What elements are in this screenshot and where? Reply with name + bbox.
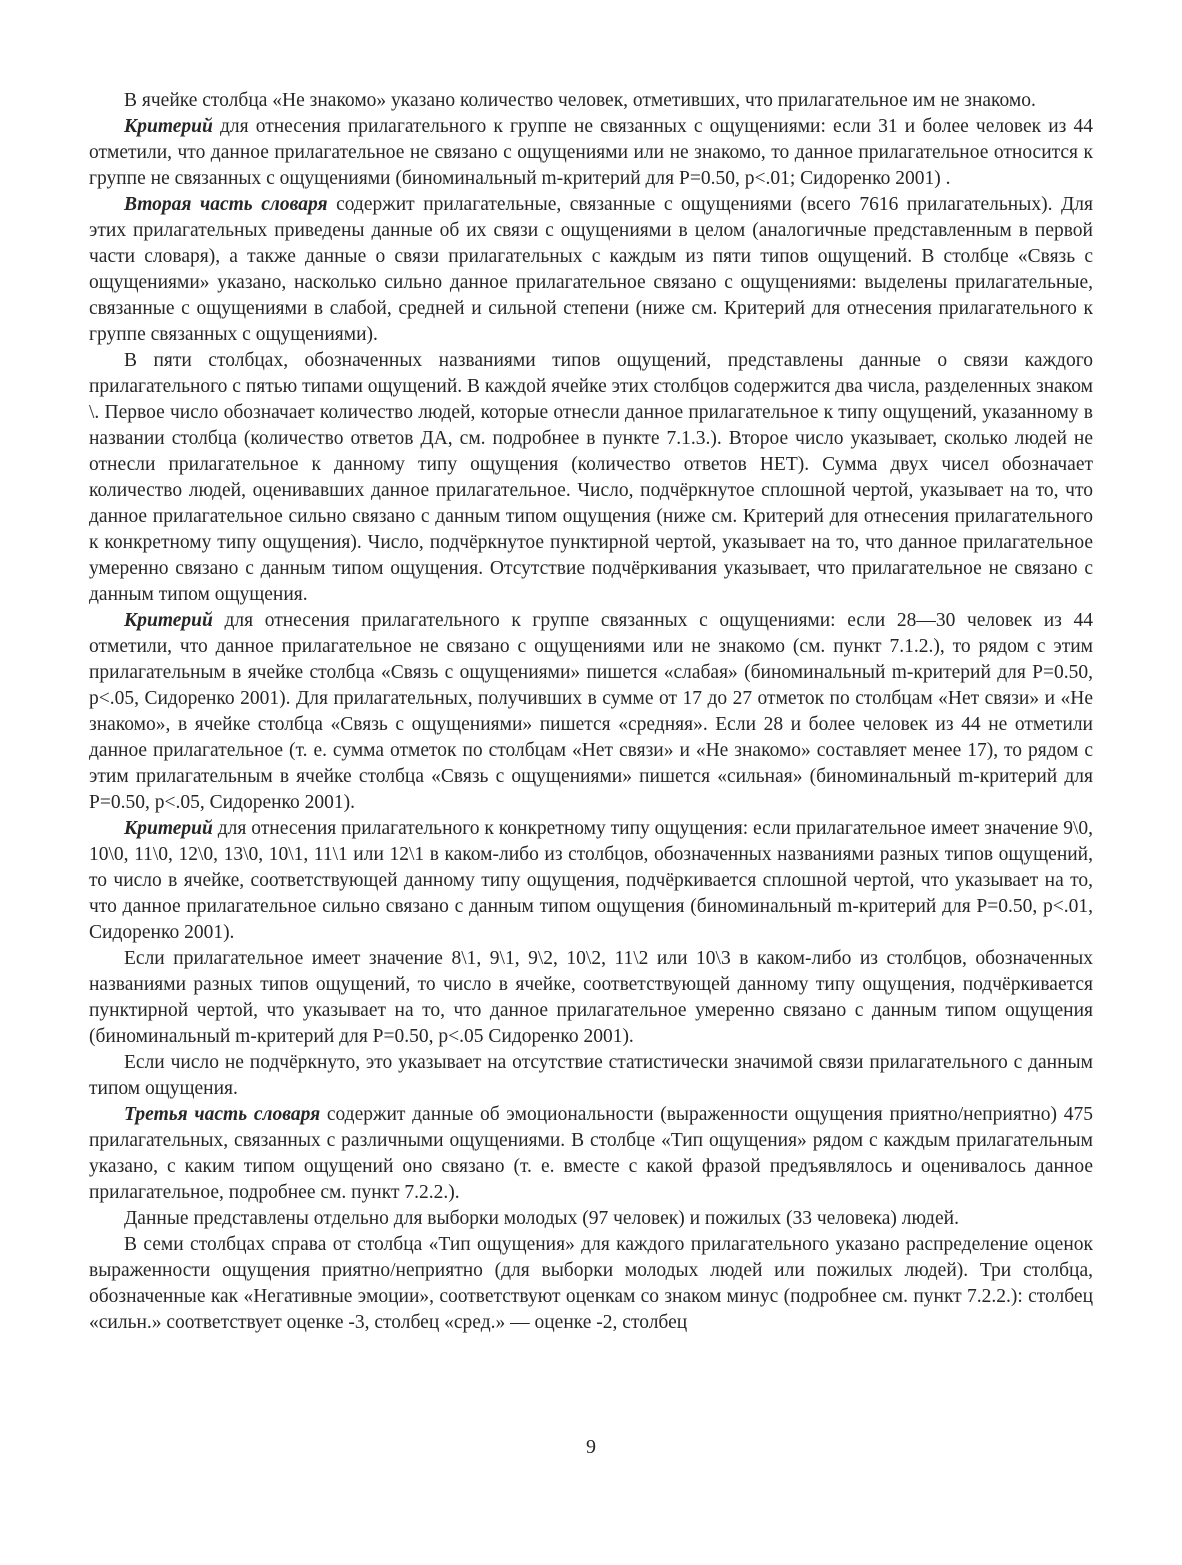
paragraph-8-text: Если число не подчёркнуто, это указывает на отсутствие статистически значимой связи прилагательного с данным типом ощущения. — [89, 1052, 1093, 1099]
paragraph-9-lead: Третья часть словаря — [124, 1104, 321, 1125]
page-body — [89, 88, 1093, 1336]
paragraph-11 — [89, 1232, 1093, 1336]
paragraph-6-lead: Критерий — [124, 818, 213, 839]
paragraph-9 — [89, 1102, 1093, 1206]
paragraph-2-lead: Критерий — [124, 116, 213, 137]
paragraph-10 — [89, 1206, 1093, 1232]
paragraph-8 — [89, 1050, 1093, 1102]
paragraph-2-text: для отнесения прилагательного к группе не связанных с ощущениями: если 31 и более человек из 44 отметили, что данное прилагательное не связано с ощущениями или не знакомо, то данное прилагательное относится к группе не связанных с ощущениями (биноминальный m-критерий для P=0.50, p<.01; Сидоренко 2001) . — [89, 116, 1093, 189]
paragraph-7-text: Если прилагательное имеет значение 8\1, 9\1, 9\2, 10\2, 11\2 или 10\3 в каком-либо из столбцов, обозначенных названиями разных типов ощущений, то число в ячейке, соответствующей данному типу ощущения, подчёркивается пунктирной чертой, что указывает на то, что данное прилагательное умеренно связано с данным типом ощущения (биноминальный m-критерий для P=0.50, p<.05 Сидоренко 2001). — [89, 948, 1093, 1047]
paragraph-7 — [89, 946, 1093, 1050]
paragraph-5 — [89, 608, 1093, 816]
paragraph-1-text: В ячейке столбца «Не знакомо» указано количество человек, отметивших, что прилагательное им не знакомо. — [124, 90, 1036, 111]
paragraph-2 — [89, 114, 1093, 192]
paragraph-4 — [89, 348, 1093, 608]
paragraph-10-text: Данные представлены отдельно для выборки молодых (97 человек) и пожилых (33 человека) людей. — [124, 1208, 959, 1229]
paragraph-6 — [89, 816, 1093, 946]
paragraph-11-text: В семи столбцах справа от столбца «Тип ощущения» для каждого прилагательного указано распределение оценок выраженности ощущения приятно/неприятно (для выборки молодых людей или пожилых людей). Три столбца, обозначенные как «Негативные эмоции», соответствуют оценкам со знаком минус (подробнее см. пункт 7.2.2.): столбец «сильн.» соответствует оценке -3, столбец «сред.» — оценке -2, столбец — [89, 1234, 1093, 1333]
paragraph-3 — [89, 192, 1093, 348]
page-number: 9 — [586, 1436, 596, 1458]
paragraph-6-text: для отнесения прилагательного к конкретному типу ощущения: если прилагательное имеет значение 9\0, 10\0, 11\0, 12\0, 13\0, 10\1, 11\1 или 12\1 в каком-либо из столбцов, обозначенных названиями разных типов ощущений, то число в ячейке, соответствующей данному типу ощущения, подчёркивается сплошной чертой, что указывает на то, что данное прилагательное сильно связано с данным типом ощущения (биноминальный m-критерий для P=0.50, p<.01, Сидоренко 2001). — [89, 818, 1093, 943]
paragraph-4-text: В пяти столбцах, обозначенных названиями типов ощущений, представлены данные о связи каждого прилагательного с пятью типами ощущений. В каждой ячейке этих столбцов содержится два числа, разделенных знаком \. Первое число обозначает количество людей, которые отнесли данное прилагательное к типу ощущений, указанному в названии столбца (количество ответов ДА, см. подробнее в пункте 7.1.3.). Второе число указывает, сколько людей не отнесли прилагательное к данному типу ощущения (количество ответов НЕТ). Сумма двух чисел обозначает количество людей, оценивавших данное прилагательное. Число, подчёркнутое сплошной чертой, указывает на то, что данное прилагательное сильно связано с данным типом ощущения (ниже см. Критерий для отнесения прилагательного к конкретному типу ощущения). Число, подчёркнутое пунктирной чертой, указывает на то, что данное прилагательное умеренно связано с данным типом ощущения. Отсутствие подчёркивания указывает, что прилагательное не связано с данным типом ощущения. — [89, 350, 1093, 605]
paragraph-3-lead: Вторая часть словаря — [124, 194, 328, 215]
paragraph-5-text: для отнесения прилагательного к группе связанных с ощущениями: если 28—30 человек из 44 отметили, что данное прилагательное не связано с ощущениями или не знакомо (см. пункт 7.1.2.), то рядом с этим прилагательным в ячейке столбца «Связь с ощущениями» пишется «слабая» (биноминальный m-критерий для P=0.50, p<.05, Сидоренко 2001). Для прилагательных, получивших в сумме от 17 до 27 отметок по столбцам «Нет связи» и «Не знакомо», в ячейке столбца «Связь с ощущениями» пишется «средняя». Если 28 и более человек из 44 не отметили данное прилагательное (т. е. сумма отметок по столбцам «Нет связи» и «Не знакомо» составляет менее 17), то рядом с этим прилагательным в ячейке столбца «Связь с ощущениями» пишется «сильная» (биноминальный m-критерий для P=0.50, p<.05, Сидоренко 2001). — [89, 610, 1093, 813]
paragraph-9-text: содержит данные об эмоциональности (выраженности ощущения приятно/неприятно) 475 прилагательных, связанных с различными ощущениями. В столбце «Тип ощущения» рядом с каждым прилагательным указано, с каким типом ощущений оно связано (т. е. вместе с какой фразой предъявлялось и оценивалось данное прилагательное, подробнее см. пункт 7.2.2.). — [89, 1104, 1093, 1203]
paragraph-5-lead: Критерий — [124, 610, 213, 631]
paragraph-1 — [89, 88, 1093, 114]
paragraph-3-text: содержит прилагательные, связанные с ощущениями (всего 7616 прилагательных). Для этих прилагательных приведены данные об их связи с ощущениями в целом (аналогичные представленным в первой части словаря), а также данные о связи прилагательных с каждым из пяти типов ощущений. В столбце «Связь с ощущениями» указано, насколько сильно данное прилагательное связано с ощущениями: выделены прилагательные, связанные с ощущениями в слабой, средней и сильной степени (ниже см. Критерий для отнесения прилагательного к группе связанных с ощущениями). — [89, 194, 1094, 345]
